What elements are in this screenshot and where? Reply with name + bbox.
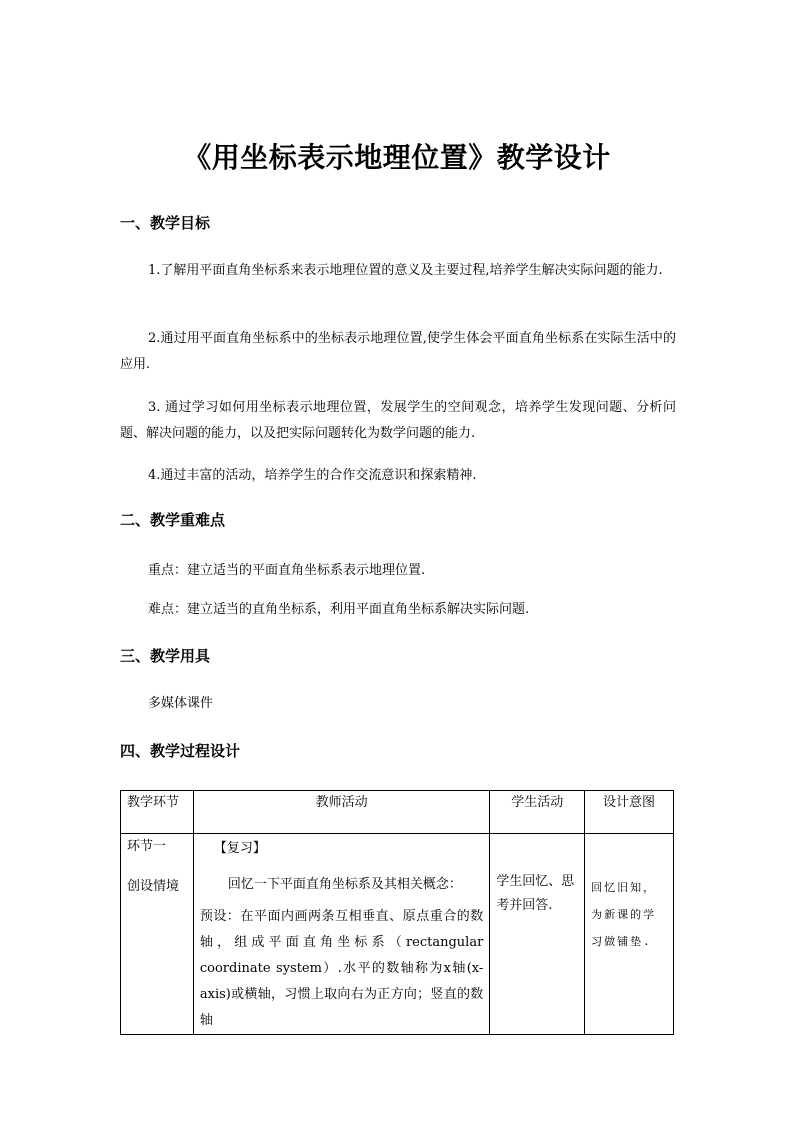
tools-item: 多媒体课件 bbox=[148, 696, 214, 711]
table-row bbox=[121, 834, 674, 1035]
goal-item-4: 4.通过丰富的活动，培养学生的合作交流意识和探索精神. bbox=[148, 468, 477, 483]
key-point-difficulty: 难点：建立适当的直角坐标系，利用平面直角坐标系解决实际问题. bbox=[148, 602, 530, 617]
table-header-row bbox=[121, 791, 674, 834]
header-stage: 教学环节 bbox=[121, 791, 194, 834]
cell-teacher-activity bbox=[193, 834, 489, 1035]
key-point-focus: 重点：建立适当的平面直角坐标系表示地理位置. bbox=[148, 563, 426, 578]
section-heading-goals: 一、教学目标 bbox=[120, 214, 211, 232]
section-heading-key-points: 二、教学重难点 bbox=[120, 511, 226, 529]
review-label: 【复习】 bbox=[213, 841, 266, 856]
cell-design-intent bbox=[585, 834, 674, 1035]
stage-name: 创设情境 bbox=[127, 879, 180, 894]
design-intent-text: 回忆旧知，为新课的学习做铺垫. bbox=[591, 881, 657, 948]
stage-number: 环节一 bbox=[127, 839, 167, 854]
recall-prompt: 回忆一下平面直角坐标系及其相关概念： bbox=[227, 877, 462, 892]
goal-item-2: 2.通过用平面直角坐标系中的坐标表示地理位置,使学生体会平面直角坐标系在实际生活中的应用. bbox=[120, 331, 676, 372]
document-title: 《用坐标表示地理位置》教学设计 bbox=[183, 141, 611, 174]
goal-item-1: 1.了解用平面直角坐标系来表示地理位置的意义及主要过程,培养学生解决实际问题的能力. bbox=[148, 263, 663, 278]
cell-student-activity bbox=[490, 834, 585, 1035]
header-student-activity: 学生活动 bbox=[490, 791, 585, 834]
goal-item-3: 3. 通过学习如何用坐标表示地理位置，发展学生的空间观念，培养学生发现问题、分析问题、解决问题的能力，以及把实际问题转化为数学问题的能力. bbox=[120, 400, 676, 441]
section-heading-tools: 三、教学用具 bbox=[120, 647, 211, 665]
process-table bbox=[120, 790, 674, 1035]
preset-text: 预设：在平面内画两条互相垂直、原点重合的数轴，组成平面直角坐标系（rectangular coordinate system）.水平的数轴称为x轴(x-axis)或横轴，习惯上取向右为正方向；竖直的数轴 bbox=[199, 909, 484, 1028]
section-heading-process: 四、教学过程设计 bbox=[120, 742, 241, 760]
student-activity-text: 学生回忆、思考并回答. bbox=[496, 874, 575, 913]
header-design-intent: 设计意图 bbox=[585, 791, 674, 834]
header-teacher-activity: 教师活动 bbox=[193, 791, 489, 834]
cell-stage bbox=[121, 834, 194, 1035]
